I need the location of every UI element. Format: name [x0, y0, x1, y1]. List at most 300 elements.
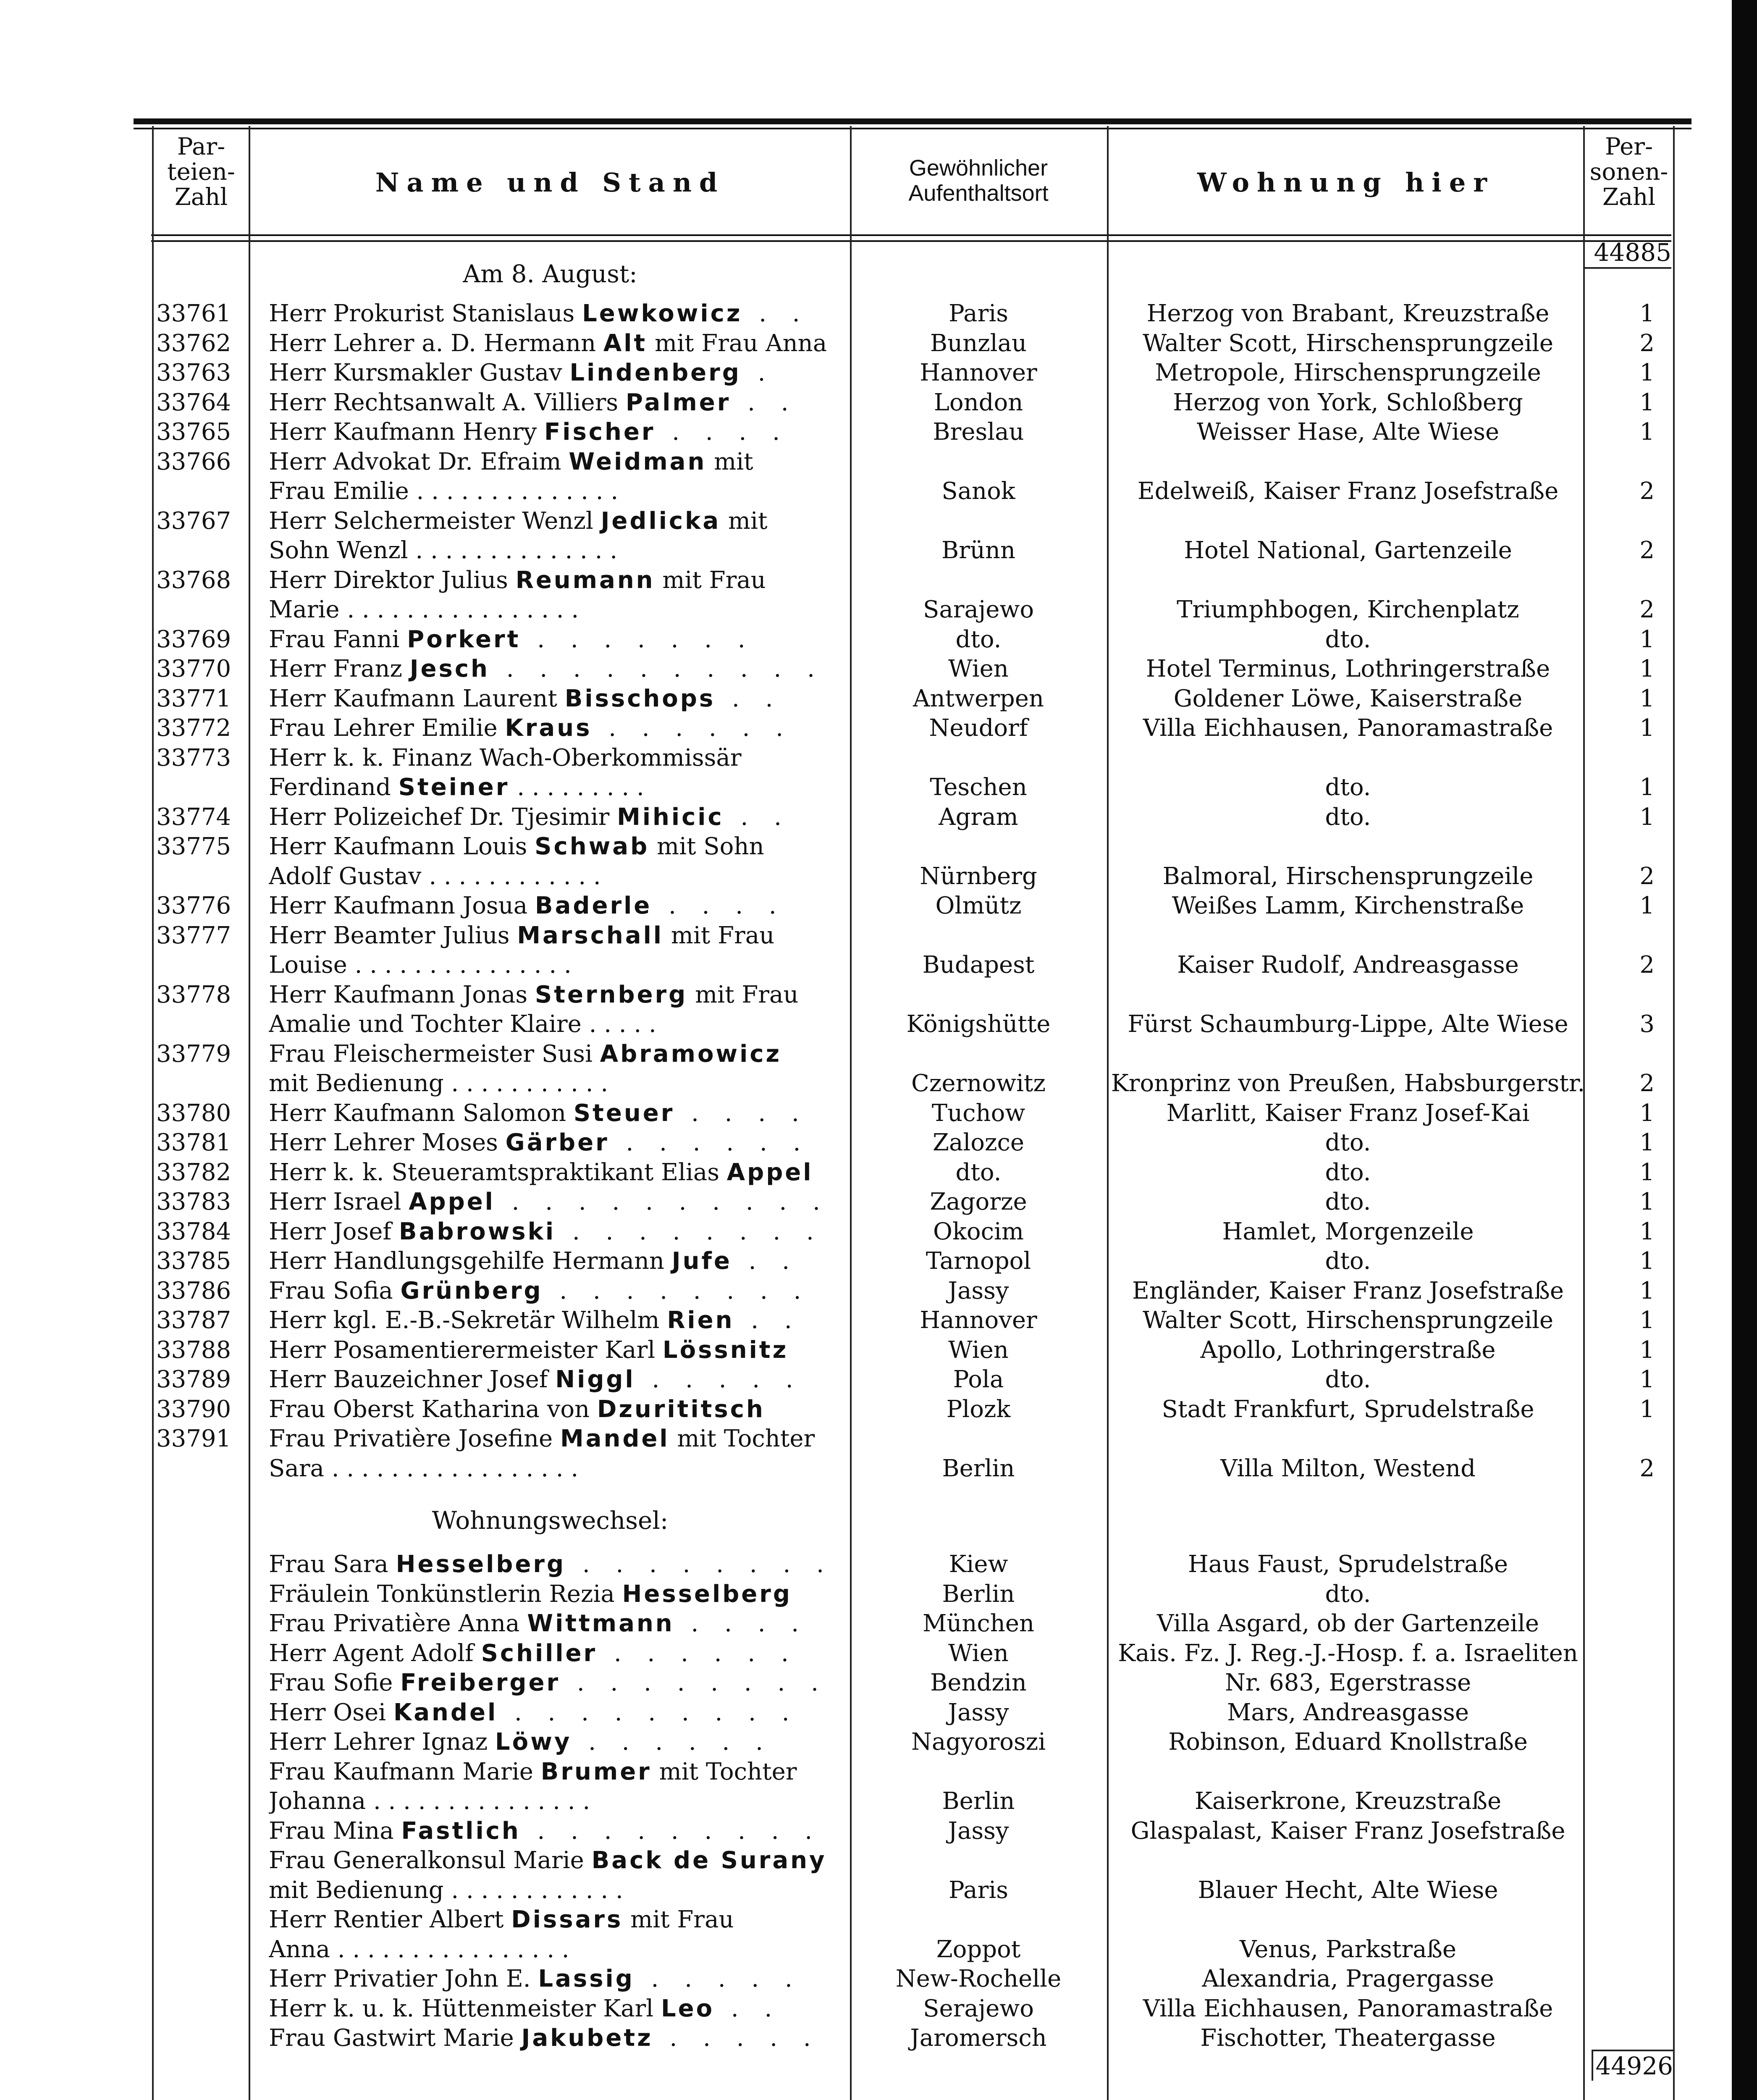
entry-surname: Schiller [481, 1639, 598, 1667]
entry-name-prefix: Frau Oberst Katharina von [269, 1395, 597, 1423]
entry-persons: 1 [1639, 714, 1655, 742]
entry-number: 33773 [156, 744, 231, 772]
entry-name-prefix: Herr Kaufmann Jonas [269, 981, 535, 1008]
leader-dots: . . [732, 1247, 799, 1275]
section-date: Am 8. August: [463, 260, 637, 288]
entry-name-prefix: Herr Lehrer Moses [269, 1129, 506, 1156]
entry-persons: 1 [1639, 1307, 1655, 1334]
entry-name [269, 1306, 848, 1335]
entry-surname: Babrowski [399, 1218, 556, 1245]
entry-number: 33777 [156, 921, 231, 949]
entry-origin: München [922, 1610, 1035, 1637]
entry-persons: 1 [1639, 388, 1655, 416]
entry-name-prefix: Herr Advokat Dr. Efraim [269, 448, 569, 475]
leader-dots: . . . . . . [609, 1129, 810, 1156]
entry-address: Weisser Hase, Alte Wiese [1196, 418, 1500, 446]
entry-name-prefix: Anna [269, 1935, 330, 1963]
entry-name-suffix: . . . . . . . . . . . . [443, 1876, 623, 1904]
leader-dots: . . [715, 685, 782, 712]
entry-name [269, 803, 848, 832]
entry-name [269, 1935, 848, 1964]
entry-address: Nr. 683, Egerstrasse [1225, 1669, 1471, 1696]
entry-name-prefix: mit Bedienung [269, 1876, 444, 1904]
entry-number: 33762 [156, 329, 231, 357]
entry-address: Fischotter, Theatergasse [1200, 2024, 1496, 2052]
entry-number: 33788 [156, 1336, 231, 1364]
leader-dots: . . [742, 300, 809, 327]
entry-name [269, 1876, 848, 1905]
entry-origin: Zagorze [930, 1188, 1027, 1215]
entry-origin: Zoppot [936, 1935, 1021, 1963]
leader-dots: . . [734, 1307, 801, 1334]
entry-persons: 2 [1639, 537, 1655, 564]
entry-name [269, 2024, 848, 2053]
entry-surname: Dzurititsch [597, 1395, 765, 1423]
leader-dots: . . . . [652, 892, 786, 919]
entry-address: Balmoral, Hirschensprungzeile [1162, 862, 1534, 890]
entry-origin: Paris [949, 300, 1008, 327]
entry-address: Edelweiß, Kaiser Franz Josefstraße [1137, 478, 1559, 505]
entry-surname: Weidman [569, 448, 707, 475]
entry-persons: 1 [1639, 418, 1655, 446]
header-col3-line2: Aufenthaltsort [908, 181, 1049, 206]
entry-address: Metropole, Hirschensprungzeile [1155, 359, 1541, 386]
entry-origin: dto. [955, 1158, 1002, 1186]
entry-surname: Marschall [517, 921, 663, 949]
entry-address: Alexandria, Pragergasse [1202, 1965, 1494, 1992]
leader-dots: . . . . . . . . . [498, 1698, 799, 1726]
col-line-left [152, 126, 154, 2100]
header-name-und-stand: Name und Stand [375, 167, 725, 198]
entry-address: Stadt Frankfurt, Sprudelstraße [1162, 1395, 1534, 1423]
leader-dots: . . . . . . [572, 1728, 772, 1756]
entry-address: Villa Asgard, ob der Gartenzeile [1156, 1610, 1539, 1637]
entry-surname: Jakubetz [521, 2024, 653, 2052]
entry-persons: 3 [1639, 1011, 1655, 1038]
entry-name-prefix: Herr Israel [269, 1188, 409, 1215]
entry-surname: Fastlich [401, 1817, 521, 1845]
entry-name [269, 1698, 848, 1727]
entry-origin: Hannover [920, 1307, 1037, 1334]
entry-surname: Steuer [573, 1099, 675, 1127]
entry-name-prefix: Herr Prokurist Stanislaus [269, 300, 582, 327]
entry-name [269, 417, 848, 447]
entry-address: dto. [1325, 774, 1371, 801]
entry-name-prefix: Herr Selchermeister Wenzl [269, 507, 601, 535]
entry-name-prefix: Herr Josef [269, 1218, 399, 1245]
entry-surname: Kandel [393, 1698, 498, 1726]
entry-name-prefix: Herr Kaufmann Henry [269, 418, 545, 446]
entry-number: 33779 [156, 1040, 231, 1068]
entry-name [269, 1580, 848, 1609]
entry-name-prefix: Johanna [269, 1788, 366, 1815]
entry-origin: Jassy [948, 1277, 1009, 1305]
entry-surname: Jedlicka [601, 507, 721, 535]
entry-address: Walter Scott, Hirschensprungzeile [1142, 1307, 1554, 1334]
entry-name [269, 1158, 848, 1187]
entry-origin: Zalozce [933, 1129, 1024, 1156]
entry-name [269, 299, 848, 328]
entry-name [269, 1757, 848, 1787]
leader-dots: . . . . . . . . . . [495, 1188, 829, 1215]
entry-name [269, 773, 848, 802]
entry-persons: 1 [1639, 1395, 1655, 1423]
entry-origin: Hannover [920, 359, 1037, 386]
leader-dots: . . . . . . . . . [520, 1817, 822, 1845]
entry-surname: Back de Surany [591, 1847, 827, 1874]
entry-name [269, 714, 848, 743]
entry-name [269, 654, 848, 684]
entry-number: 33789 [156, 1366, 231, 1393]
carry-total-start: 44885 [1585, 238, 1671, 269]
entry-name-prefix: Herr Lehrer Ignaz [269, 1728, 495, 1756]
entry-surname: Lassig [538, 1965, 635, 1992]
entry-number: 33769 [156, 625, 231, 653]
entry-name [269, 1276, 848, 1306]
entry-address: Hotel Terminus, Lothringerstraße [1146, 655, 1550, 682]
entry-name-suffix: mit [721, 507, 768, 535]
entry-name-prefix: Herr Privatier John E. [269, 1965, 538, 1992]
section-wohnungswechsel: Wohnungswechsel: [432, 1506, 669, 1535]
entry-surname: Abramowicz [600, 1040, 782, 1068]
entry-address: Hotel National, Gartenzeile [1184, 537, 1512, 564]
entry-name [269, 1964, 848, 1994]
entry-name-suffix: . . . . . . . . . . . . [421, 862, 601, 890]
entry-origin: Teschen [930, 774, 1027, 801]
entry-name-prefix: Adolf Gustav [269, 862, 422, 890]
entry-surname: Schwab [535, 833, 650, 860]
leader-dots: . . . . . . . . [566, 1551, 833, 1578]
entry-number: 33780 [156, 1099, 231, 1127]
entry-address: dto. [1325, 803, 1371, 831]
entry-name [269, 1609, 848, 1638]
entry-name [269, 832, 848, 861]
entry-number: 33776 [156, 892, 231, 919]
leader-dots: . . . . . . . . [543, 1277, 810, 1305]
entry-name-suffix: . . . . . . . . . . . . . . . . . [324, 1454, 579, 1482]
entry-number: 33774 [156, 803, 231, 831]
entry-name [269, 1040, 848, 1069]
entry-address: Venus, Parkstraße [1239, 1935, 1457, 1963]
entry-number: 33781 [156, 1129, 231, 1156]
header-col5-line1: Per- [1605, 133, 1653, 160]
entry-name-prefix: Sohn Wenzl [269, 537, 408, 564]
entry-name-prefix: Frau Gastwirt Marie [269, 2024, 522, 2052]
entry-number: 33784 [156, 1218, 231, 1245]
entry-persons: 2 [1639, 951, 1655, 979]
entry-name [269, 1550, 848, 1579]
col-line-right [1673, 126, 1675, 2100]
entry-surname: Hesselberg [622, 1580, 792, 1608]
entry-address: dto. [1325, 625, 1371, 653]
entry-name-suffix: mit Tochter [651, 1758, 797, 1785]
entry-name-prefix: Herr kgl. E.-B.-Sekretär Wilhelm [269, 1307, 667, 1334]
entry-address: Glaspalast, Kaiser Franz Josefstraße [1130, 1817, 1566, 1845]
entry-persons: 2 [1639, 329, 1655, 357]
entry-surname: Steiner [398, 774, 510, 801]
entry-surname: Mandel [560, 1425, 670, 1452]
entry-origin: Agram [939, 803, 1018, 831]
leader-dots: . . [714, 1995, 781, 2022]
entry-name [269, 1816, 848, 1846]
entry-number: 33786 [156, 1277, 231, 1305]
entry-surname: Brumer [540, 1758, 652, 1785]
entry-origin: Paris [949, 1876, 1008, 1904]
header-col3-line1: Gewöhnlicher [909, 155, 1048, 181]
entry-surname: Niggl [555, 1366, 635, 1393]
entry-name-suffix: . . . . . . . . . . . . . . [409, 478, 619, 505]
entry-name-suffix: . . . . . . . . . . . . . . . [366, 1788, 590, 1815]
entry-origin: Berlin [942, 1580, 1015, 1608]
entry-persons: 2 [1639, 1454, 1655, 1482]
leader-dots: . . . . . [634, 1965, 802, 1992]
entry-name-prefix: Herr Kaufmann Salomon [269, 1099, 574, 1127]
entry-name-suffix: mit Frau [623, 1906, 734, 1933]
entry-name [269, 862, 848, 891]
entry-persons: 2 [1639, 862, 1655, 890]
entry-name-suffix: . . . . . . . . . . . . . . . . [339, 596, 579, 623]
header-col5-line3: Zahl [1602, 184, 1656, 211]
entry-origin: Wien [948, 655, 1009, 682]
entry-persons: 1 [1639, 300, 1655, 327]
entry-number: 33783 [156, 1188, 231, 1215]
header-aufenthaltsort [852, 155, 1104, 206]
entry-name-prefix: Herr Beamter Julius [269, 921, 517, 949]
entry-name [269, 1099, 848, 1128]
entry-name [269, 595, 848, 625]
entry-name [269, 921, 848, 950]
leader-dots: . . [731, 388, 798, 416]
entry-address: Hamlet, Morgenzeile [1222, 1218, 1474, 1245]
entry-persons: 1 [1639, 1277, 1655, 1305]
entry-name-prefix: Herr Handlungsgehilfe Hermann [269, 1247, 672, 1275]
entry-address: Walter Scott, Hirschensprungzeile [1142, 329, 1554, 357]
entry-address: dto. [1325, 1366, 1371, 1393]
entry-number: 33768 [156, 566, 231, 594]
leader-dots: . . . . . . [592, 714, 793, 742]
entry-name [269, 950, 848, 980]
entry-name-prefix: Frau Sofie [269, 1669, 401, 1696]
entry-origin: Okocim [933, 1218, 1024, 1245]
entry-name-prefix: Herr Franz [269, 655, 410, 682]
entry-origin: Berlin [942, 1454, 1015, 1482]
header-parteien-zahl [154, 134, 249, 210]
entry-name-prefix: Louise [269, 951, 347, 979]
entry-name-prefix: Frau Kaufmann Marie [269, 1758, 541, 1785]
entry-origin: Sanok [941, 478, 1015, 505]
entry-number: 33782 [156, 1158, 231, 1186]
header-col1-line3: Zahl [174, 184, 228, 211]
entry-number: 33761 [156, 300, 231, 327]
entry-name-prefix: Frau Generalkonsul Marie [269, 1847, 592, 1874]
entry-origin: Königshütte [906, 1011, 1051, 1038]
entry-persons: 2 [1639, 478, 1655, 505]
entry-origin: dto. [955, 625, 1002, 653]
entry-surname: Appel [409, 1188, 495, 1215]
entry-name [269, 1128, 848, 1158]
leader-dots: . . . . [655, 418, 789, 446]
header-personen-zahl [1585, 134, 1673, 210]
entry-name-prefix: Herr k. k. Finanz Wach-Oberkommissär [269, 744, 742, 772]
entry-origin: Budapest [922, 951, 1035, 979]
entry-origin: Jassy [948, 1817, 1009, 1845]
col-line-1 [249, 126, 250, 2100]
entry-surname: Bisschops [564, 685, 716, 712]
entry-origin: Breslau [933, 418, 1024, 446]
entry-persons: 1 [1639, 892, 1655, 919]
entry-origin: Jassy [948, 1698, 1009, 1726]
entry-name [269, 447, 848, 477]
entry-address: Haus Faust, Sprudelstraße [1188, 1551, 1508, 1578]
entry-persons: 1 [1639, 685, 1655, 712]
entry-name [269, 1846, 848, 1875]
entry-origin: Wien [948, 1336, 1009, 1364]
entry-origin: Antwerpen [913, 685, 1044, 712]
entry-surname: Löwy [495, 1728, 572, 1756]
entry-name-prefix: Amalie und Tochter Klaire [269, 1011, 582, 1038]
entry-persons: 1 [1639, 359, 1655, 386]
leader-dots: . . . . . . [597, 1639, 798, 1667]
entry-origin: Serajewo [923, 1995, 1034, 2022]
entry-name [269, 358, 848, 388]
entry-name-prefix: Herr Lehrer a. D. Hermann [269, 329, 603, 357]
entry-origin: Plozk [946, 1395, 1011, 1423]
header-rule [151, 234, 1671, 236]
entry-address: Villa Eichhausen, Panoramastraße [1143, 1995, 1553, 2022]
entry-persons: 1 [1639, 1188, 1655, 1215]
entry-surname: Appel [726, 1158, 813, 1186]
entry-name-prefix: Fräulein Tonkünstlerin Rezia [269, 1580, 622, 1608]
entry-name [269, 1247, 848, 1276]
entry-address: Blauer Hecht, Alte Wiese [1198, 1876, 1498, 1904]
entry-address: dto. [1325, 1247, 1371, 1275]
entry-name [269, 684, 848, 714]
entry-number: 33790 [156, 1395, 231, 1423]
entry-origin: Tuchow [931, 1099, 1025, 1127]
entry-origin: Bunzlau [930, 329, 1027, 357]
entry-surname: Hesselberg [396, 1551, 566, 1578]
entry-origin: Nagyoroszi [911, 1728, 1046, 1756]
entry-persons: 1 [1639, 1158, 1655, 1186]
entry-name-suffix: mit Frau Anna [647, 329, 827, 357]
entry-surname: Kraus [505, 714, 592, 742]
entry-surname: Jufe [671, 1247, 732, 1275]
entry-name-prefix: Herr k. k. Steueramtspraktikant Elias [269, 1158, 727, 1186]
entry-number: 33791 [156, 1425, 231, 1452]
entry-number: 33764 [156, 388, 231, 416]
entry-number: 33763 [156, 359, 231, 386]
entry-name [269, 1994, 848, 2024]
entry-address: Engländer, Kaiser Franz Josefstraße [1132, 1277, 1564, 1305]
entry-persons: 1 [1639, 1366, 1655, 1393]
entry-number: 33787 [156, 1307, 231, 1334]
entry-name-prefix: Frau Sara [269, 1551, 396, 1578]
entry-name-suffix: . . . . . . . . . . . . . . . . [330, 1935, 569, 1963]
entry-name-suffix: mit Sohn [649, 833, 764, 860]
entry-name-prefix: Herr Polizeichef Dr. Tjesimir [269, 803, 617, 831]
entry-name-prefix: Marie [269, 596, 340, 623]
entry-name-prefix: mit Bedienung [269, 1070, 444, 1097]
entry-name-prefix: Herr Kaufmann Louis [269, 833, 535, 860]
entry-surname: Grünberg [400, 1277, 543, 1305]
entry-origin: Kiew [949, 1551, 1008, 1578]
entry-origin: Berlin [942, 1788, 1015, 1815]
entry-name-suffix: mit Frau [663, 921, 775, 949]
entry-address: Kais. Fz. J. Reg.-J.-Hosp. f. a. Israeliten [1118, 1639, 1578, 1667]
entry-origin: New-Rochelle [895, 1965, 1062, 1992]
entry-name-prefix: Herr Kaufmann Laurent [269, 685, 565, 712]
entry-address: dto. [1325, 1188, 1371, 1215]
entry-persons: 1 [1639, 1247, 1655, 1275]
entry-surname: Freiberger [400, 1669, 561, 1696]
entry-name-prefix: Herr Posamentierermeister Karl [269, 1336, 663, 1364]
entry-surname: Fischer [544, 418, 656, 446]
entry-surname: Leo [661, 1995, 715, 2022]
entry-address: Villa Eichhausen, Panoramastraße [1143, 714, 1553, 742]
leader-dots: . . . . . [635, 1366, 802, 1393]
entry-number: 33765 [156, 418, 231, 446]
entry-number: 33766 [156, 448, 231, 475]
entry-persons: 1 [1639, 1129, 1655, 1156]
entry-name-prefix: Herr Rechtsanwalt A. Villiers [269, 388, 626, 416]
entry-name-prefix: Frau Privatière Josefine [269, 1425, 560, 1452]
entry-name [269, 1424, 848, 1454]
entry-address: Kaiserkrone, Kreuzstraße [1194, 1788, 1502, 1815]
entry-name [269, 388, 848, 417]
entry-name-prefix: Herr Agent Adolf [269, 1639, 481, 1667]
leader-dots: . . . . . . . [520, 625, 755, 653]
entry-name-prefix: Frau Lehrer Emilie [269, 714, 505, 742]
entry-name [269, 1395, 848, 1424]
entry-address: Goldener Löwe, Kaiserstraße [1173, 685, 1523, 712]
entry-origin: Olmütz [935, 892, 1022, 919]
entry-name [269, 1336, 848, 1365]
entry-name-suffix: mit Frau [655, 566, 766, 594]
entry-address: Herzog von Brabant, Kreuzstraße [1146, 300, 1550, 327]
header-wohnung-hier: Wohnung hier [1197, 167, 1495, 198]
entry-address: Apollo, Lothringerstraße [1200, 1336, 1496, 1364]
entry-name [269, 1010, 848, 1039]
entry-address: dto. [1325, 1158, 1371, 1186]
entry-origin: Tarnopol [926, 1247, 1031, 1275]
entry-address: Kronprinz von Preußen, Habsburgerstr. [1111, 1070, 1585, 1097]
entry-address: Kaiser Rudolf, Andreasgasse [1177, 951, 1519, 979]
entry-name [269, 1639, 848, 1668]
entry-surname: Lewkowicz [582, 300, 742, 327]
entry-number: 33778 [156, 981, 231, 1008]
entry-name [269, 329, 848, 358]
entry-number: 33771 [156, 685, 231, 712]
entry-name [269, 1365, 848, 1394]
entry-name-suffix: mit Tochter [669, 1425, 815, 1452]
entry-persons: 1 [1639, 803, 1655, 831]
entry-name [269, 1727, 848, 1757]
entry-name-suffix: . . . . . . . . . [509, 774, 644, 801]
entry-origin: Wien [948, 1639, 1009, 1667]
entry-name [269, 891, 848, 921]
leader-dots: . . [724, 803, 791, 831]
entry-name-prefix: Herr Kaufmann Josua [269, 892, 535, 919]
entry-name [269, 1454, 848, 1483]
entry-surname: Baderle [535, 892, 652, 919]
entry-persons: 1 [1639, 1099, 1655, 1127]
entry-name-prefix: Frau Sofia [269, 1277, 401, 1305]
entry-name-suffix: . . . . . . . . . . . . . . [408, 537, 618, 564]
entry-number: 33775 [156, 833, 231, 860]
entry-name-suffix: . . . . . [581, 1011, 656, 1038]
entry-name [269, 507, 848, 536]
entry-name-prefix: Sara [269, 1454, 324, 1482]
